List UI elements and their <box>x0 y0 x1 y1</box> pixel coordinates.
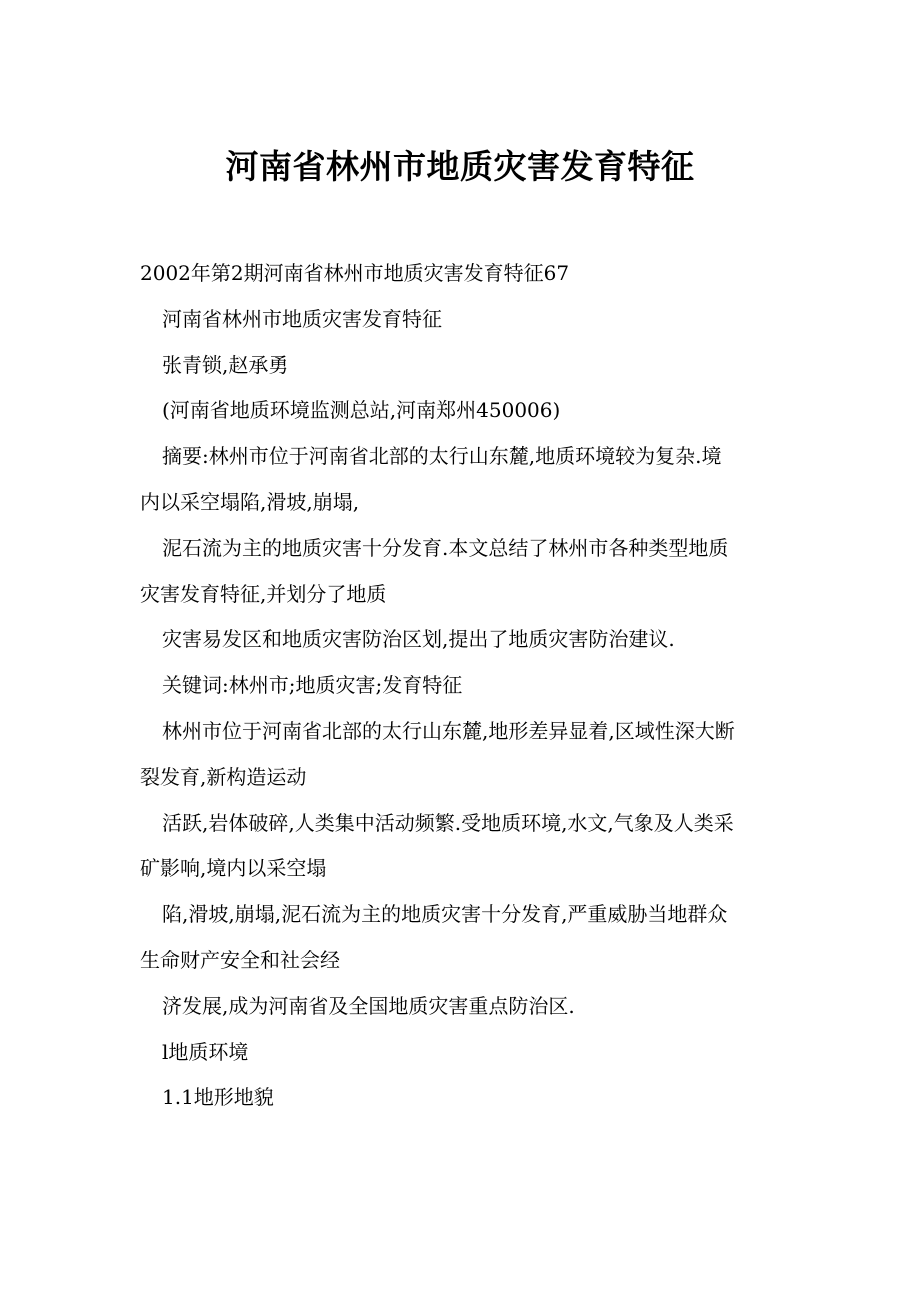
abstract-line-2: 内以采空塌陷,滑坡,崩塌, <box>140 489 360 514</box>
document-body <box>140 251 785 1121</box>
paragraph-line-1: 林州市位于河南省北部的太行山东麓,地形差异显着,区域性深大断 <box>162 718 735 743</box>
article-title-line: 河南省林州市地质灾害发育特征 <box>162 306 442 331</box>
subsection-heading-1-1: 1.1地形地貌 <box>162 1085 274 1110</box>
paragraph-line-3: 活跃,岩体破碎,人类集中活动频繁.受地质环境,水文,气象及人类采 <box>162 810 734 835</box>
paragraph-line-6: 生命财产安全和社会经 <box>140 947 340 972</box>
paragraph-line-5: 陷,滑坡,崩塌,泥石流为主的地质灾害十分发育,严重威胁当地群众 <box>162 902 728 927</box>
document-title: 河南省林州市地质灾害发育特征 <box>225 147 695 186</box>
paragraph-line-7: 济发展,成为河南省及全国地质灾害重点防治区. <box>162 993 575 1018</box>
abstract-line-3: 泥石流为主的地质灾害十分发育.本文总结了林州市各种类型地质 <box>162 535 729 560</box>
abstract-line-5: 灾害易发区和地质灾害防治区划,提出了地质灾害防治建议. <box>162 627 675 652</box>
journal-header-line: 2002年第2期河南省林州市地质灾害发育特征67 <box>140 261 570 285</box>
keywords-line: 关键词:林州市;地质灾害;发育特征 <box>162 673 463 698</box>
paragraph-line-4: 矿影响,境内以采空塌 <box>140 856 327 881</box>
paragraph-line-2: 裂发育,新构造运动 <box>140 764 307 789</box>
affiliation-line: (河南省地质环境监测总站,河南郑州450006) <box>162 398 561 423</box>
abstract-line-1: 摘要:林州市位于河南省北部的太行山东麓,地质环境较为复杂.境 <box>162 444 722 469</box>
abstract-line-4: 灾害发育特征,并划分了地质 <box>140 581 387 606</box>
authors-line: 张青锁,赵承勇 <box>162 352 289 377</box>
section-heading-1: l地质环境 <box>162 1039 249 1064</box>
